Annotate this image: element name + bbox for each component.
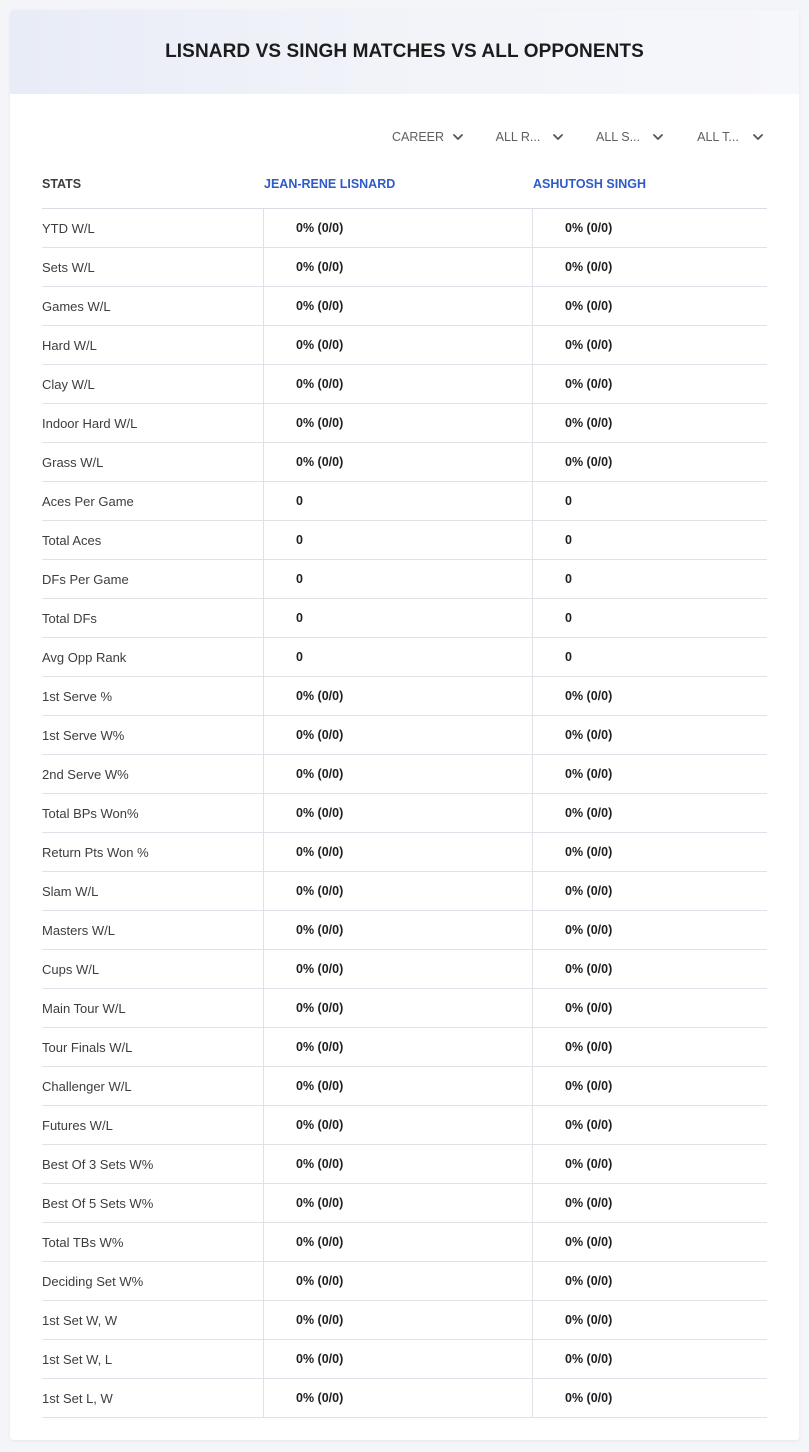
- stat-label: 1st Set W, L: [42, 1351, 113, 1367]
- stat-label: Cups W/L: [42, 961, 100, 977]
- player1-stat-value: 0% (0/0): [263, 404, 532, 442]
- player1-stat-value: 0% (0/0): [263, 1145, 532, 1183]
- table-row: [42, 1028, 767, 1067]
- tournaments-select[interactable]: [667, 126, 767, 148]
- table-row: [42, 1106, 767, 1145]
- player1-stat-value: 0% (0/0): [263, 833, 532, 871]
- player2-stat-value: 0% (0/0): [532, 1184, 767, 1222]
- player2-stat-value: 0% (0/0): [532, 1379, 767, 1417]
- player2-stat-value: 0% (0/0): [532, 1340, 767, 1378]
- table-row: [42, 989, 767, 1028]
- player1-stat-value: 0: [263, 599, 532, 637]
- stat-label: DFs Per Game: [42, 571, 129, 587]
- stat-label: Sets W/L: [42, 259, 95, 275]
- table-row: [42, 716, 767, 755]
- stat-label: Futures W/L: [42, 1117, 113, 1133]
- card-header: [10, 10, 799, 94]
- table-row: [42, 560, 767, 599]
- stat-label: Total DFs: [42, 610, 97, 626]
- player1-stat-value: 0% (0/0): [263, 1184, 532, 1222]
- table-row: [42, 1340, 767, 1379]
- stat-label: 2nd Serve W%: [42, 766, 129, 782]
- period-select[interactable]: [367, 126, 467, 148]
- stat-label: Clay W/L: [42, 376, 95, 392]
- player1-stat-value: 0% (0/0): [263, 794, 532, 832]
- player1-stat-value: 0% (0/0): [263, 716, 532, 754]
- table-row: [42, 599, 767, 638]
- player2-stat-value: 0: [532, 638, 767, 676]
- surfaces-select[interactable]: [567, 126, 667, 148]
- table-row: [42, 1301, 767, 1340]
- player1-stat-value: 0: [263, 482, 532, 520]
- player2-stat-value: 0% (0/0): [532, 755, 767, 793]
- player1-stat-value: 0% (0/0): [263, 209, 532, 247]
- stats-column-header: STATS: [42, 177, 82, 191]
- player2-link[interactable]: ASHUTOSH SINGH: [533, 177, 646, 191]
- player1-stat-value: 0: [263, 521, 532, 559]
- table-row: [42, 365, 767, 404]
- player1-stat-value: 0% (0/0): [263, 1028, 532, 1066]
- player2-stat-value: 0% (0/0): [532, 365, 767, 403]
- stat-label: 1st Set L, W: [42, 1390, 113, 1406]
- stat-label: 1st Serve %: [42, 688, 113, 704]
- stat-label: 1st Set W, W: [42, 1312, 118, 1328]
- player1-stat-value: 0% (0/0): [263, 1262, 532, 1300]
- stat-label: Hard W/L: [42, 337, 97, 353]
- stat-label: Tour Finals W/L: [42, 1039, 133, 1055]
- player1-stat-value: 0% (0/0): [263, 248, 532, 286]
- player1-stat-value: 0% (0/0): [263, 443, 532, 481]
- stat-label: Aces Per Game: [42, 493, 134, 509]
- filter-bar: [367, 126, 767, 148]
- stats-card: [10, 10, 799, 1440]
- table-row: [42, 521, 767, 560]
- player1-stat-value: 0% (0/0): [263, 326, 532, 364]
- stats-table: [42, 160, 767, 1418]
- chevron-down-icon: [451, 130, 465, 144]
- table-row: [42, 1145, 767, 1184]
- table-row: [42, 1262, 767, 1301]
- player2-stat-value: 0% (0/0): [532, 1145, 767, 1183]
- chevron-down-icon: [751, 130, 765, 144]
- player1-stat-value: 0% (0/0): [263, 1223, 532, 1261]
- stat-label: Masters W/L: [42, 922, 115, 938]
- table-row: [42, 833, 767, 872]
- player1-stat-value: 0% (0/0): [263, 989, 532, 1027]
- stat-label: Indoor Hard W/L: [42, 415, 138, 431]
- stat-label: YTD W/L: [42, 220, 95, 236]
- player2-stat-value: 0% (0/0): [532, 677, 767, 715]
- player1-stat-value: 0% (0/0): [263, 1067, 532, 1105]
- stat-label: Deciding Set W%: [42, 1273, 144, 1289]
- table-row: [42, 482, 767, 521]
- player2-stat-value: 0% (0/0): [532, 326, 767, 364]
- rounds-select[interactable]: [467, 126, 567, 148]
- table-row: [42, 911, 767, 950]
- stat-label: Challenger W/L: [42, 1078, 132, 1094]
- table-row: [42, 872, 767, 911]
- table-row: [42, 443, 767, 482]
- player1-stat-value: 0% (0/0): [263, 365, 532, 403]
- player2-stat-value: 0% (0/0): [532, 989, 767, 1027]
- stat-label: Total BPs Won%: [42, 805, 139, 821]
- stat-label: Best Of 5 Sets W%: [42, 1195, 154, 1211]
- stat-label: Slam W/L: [42, 883, 99, 899]
- player1-stat-value: 0% (0/0): [263, 872, 532, 910]
- tournaments-select-value: ALL T...: [697, 130, 739, 144]
- stat-label: Games W/L: [42, 298, 111, 314]
- table-row: [42, 677, 767, 716]
- table-row: [42, 638, 767, 677]
- table-row: [42, 950, 767, 989]
- player2-stat-value: 0: [532, 599, 767, 637]
- player2-stat-value: 0% (0/0): [532, 716, 767, 754]
- player2-stat-value: 0% (0/0): [532, 1106, 767, 1144]
- player1-stat-value: 0% (0/0): [263, 1340, 532, 1378]
- table-row: [42, 755, 767, 794]
- player1-link[interactable]: JEAN-RENE LISNARD: [264, 177, 396, 191]
- player2-stat-value: 0% (0/0): [532, 287, 767, 325]
- player2-stat-value: 0% (0/0): [532, 872, 767, 910]
- table-row: [42, 287, 767, 326]
- table-row: [42, 1223, 767, 1262]
- period-select-value: CAREER: [391, 130, 445, 144]
- player2-stat-value: 0: [532, 482, 767, 520]
- player2-stat-value: 0% (0/0): [532, 443, 767, 481]
- player2-stat-value: 0% (0/0): [532, 911, 767, 949]
- player2-stat-value: 0% (0/0): [532, 1262, 767, 1300]
- table-row: [42, 404, 767, 443]
- table-row: [42, 1184, 767, 1223]
- table-row: [42, 794, 767, 833]
- player1-stat-value: 0% (0/0): [263, 950, 532, 988]
- player2-stat-value: 0% (0/0): [532, 833, 767, 871]
- table-body: [42, 209, 767, 1418]
- player1-stat-value: 0: [263, 560, 532, 598]
- player2-stat-value: 0: [532, 521, 767, 559]
- stat-label: Grass W/L: [42, 454, 104, 470]
- player1-stat-value: 0% (0/0): [263, 1379, 532, 1417]
- player2-stat-value: 0: [532, 560, 767, 598]
- table-row: [42, 1379, 767, 1418]
- player1-stat-value: 0% (0/0): [263, 287, 532, 325]
- player2-stat-value: 0% (0/0): [532, 1301, 767, 1339]
- player1-stat-value: 0: [263, 638, 532, 676]
- table-row: [42, 209, 767, 248]
- stat-label: Total TBs W%: [42, 1234, 124, 1250]
- player1-stat-value: 0% (0/0): [263, 1106, 532, 1144]
- player1-stat-value: 0% (0/0): [263, 1301, 532, 1339]
- chevron-down-icon: [651, 130, 665, 144]
- player2-stat-value: 0% (0/0): [532, 209, 767, 247]
- stat-label: Main Tour W/L: [42, 1000, 126, 1016]
- table-row: [42, 1067, 767, 1106]
- surfaces-select-value: ALL S...: [595, 130, 640, 144]
- player2-stat-value: 0% (0/0): [532, 794, 767, 832]
- player2-stat-value: 0% (0/0): [532, 248, 767, 286]
- table-row: [42, 248, 767, 287]
- stat-label: 1st Serve W%: [42, 727, 125, 743]
- table-header: [42, 160, 767, 209]
- stat-label: Avg Opp Rank: [42, 649, 127, 665]
- player2-stat-value: 0% (0/0): [532, 950, 767, 988]
- stat-label: Return Pts Won %: [42, 844, 149, 860]
- player1-stat-value: 0% (0/0): [263, 755, 532, 793]
- stat-label: Total Aces: [42, 532, 102, 548]
- player2-stat-value: 0% (0/0): [532, 1028, 767, 1066]
- stat-label: Best Of 3 Sets W%: [42, 1156, 154, 1172]
- table-row: [42, 326, 767, 365]
- player1-stat-value: 0% (0/0): [263, 677, 532, 715]
- rounds-select-value: ALL R...: [495, 130, 541, 144]
- player2-stat-value: 0% (0/0): [532, 1067, 767, 1105]
- chevron-down-icon: [551, 130, 565, 144]
- player2-stat-value: 0% (0/0): [532, 1223, 767, 1261]
- player2-stat-value: 0% (0/0): [532, 404, 767, 442]
- player1-stat-value: 0% (0/0): [263, 911, 532, 949]
- page-title: LISNARD VS SINGH MATCHES VS ALL OPPONENTS: [165, 41, 644, 62]
